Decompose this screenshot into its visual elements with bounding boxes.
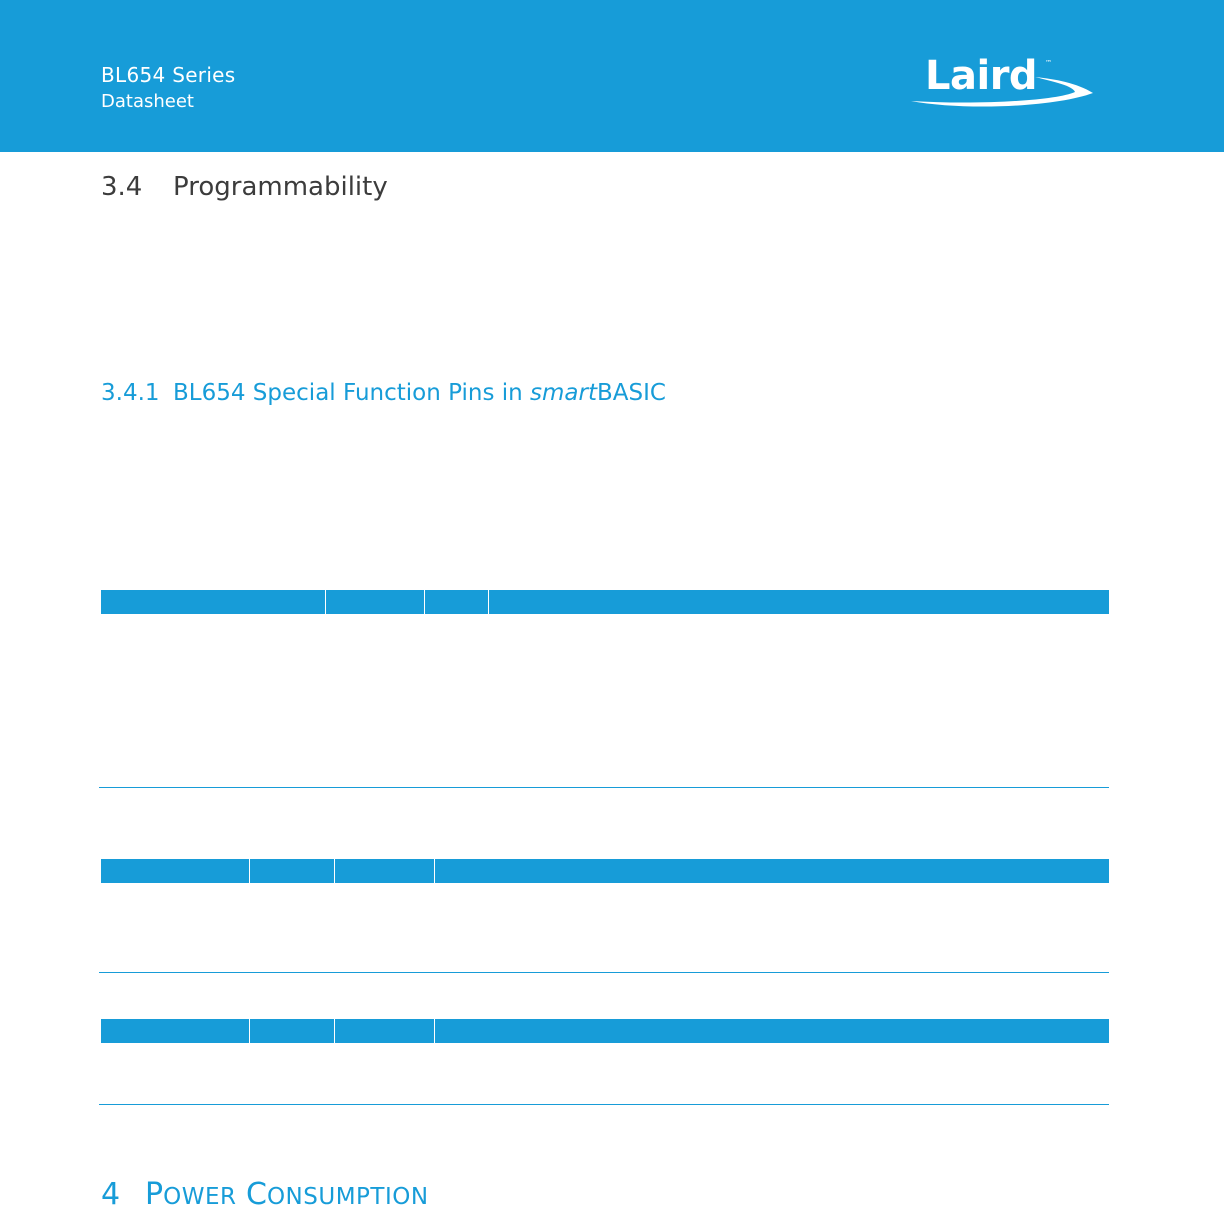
document-series: BL654 Series	[101, 63, 236, 87]
table-header-row	[101, 590, 1109, 614]
subsection-title-prefix: BL654 Special Function Pins in	[173, 380, 531, 406]
subsection-title-italic: smart	[530, 380, 597, 406]
header-band	[0, 0, 1224, 152]
table-header-row	[101, 859, 1109, 883]
table-bottom-rule	[99, 972, 1109, 973]
next-section-title-cap1: P	[145, 1177, 164, 1212]
next-section-number: 4	[101, 1177, 121, 1212]
logo-wordmark: Laird	[925, 53, 1038, 99]
column-divider	[249, 1019, 250, 1043]
column-divider	[334, 1019, 335, 1043]
table-bottom-rule	[99, 1104, 1109, 1105]
column-divider	[434, 859, 435, 883]
section-heading	[101, 172, 388, 202]
column-divider	[334, 859, 335, 883]
next-section-title-cap2: C	[246, 1177, 267, 1212]
column-divider	[434, 1019, 435, 1043]
subsection-title-suffix: BASIC	[597, 380, 666, 406]
next-section-title-rest2: ONSUMPTION	[266, 1184, 429, 1210]
next-section-title-rest1: OWER	[163, 1184, 237, 1210]
column-divider	[249, 859, 250, 883]
next-section-heading	[101, 1177, 429, 1212]
section-title: Programmability	[173, 172, 388, 202]
subsection-heading	[101, 380, 666, 406]
table-header-row	[101, 1019, 1109, 1043]
logo-trademark: ™	[1045, 59, 1052, 67]
laird-logo	[905, 55, 1100, 115]
section-number: 3.4	[101, 172, 143, 202]
column-divider	[424, 590, 425, 614]
subsection-number: 3.4.1	[101, 380, 160, 406]
table-bottom-rule	[99, 787, 1109, 788]
column-divider	[488, 590, 489, 614]
document-type: Datasheet	[101, 91, 194, 112]
column-divider	[325, 590, 326, 614]
